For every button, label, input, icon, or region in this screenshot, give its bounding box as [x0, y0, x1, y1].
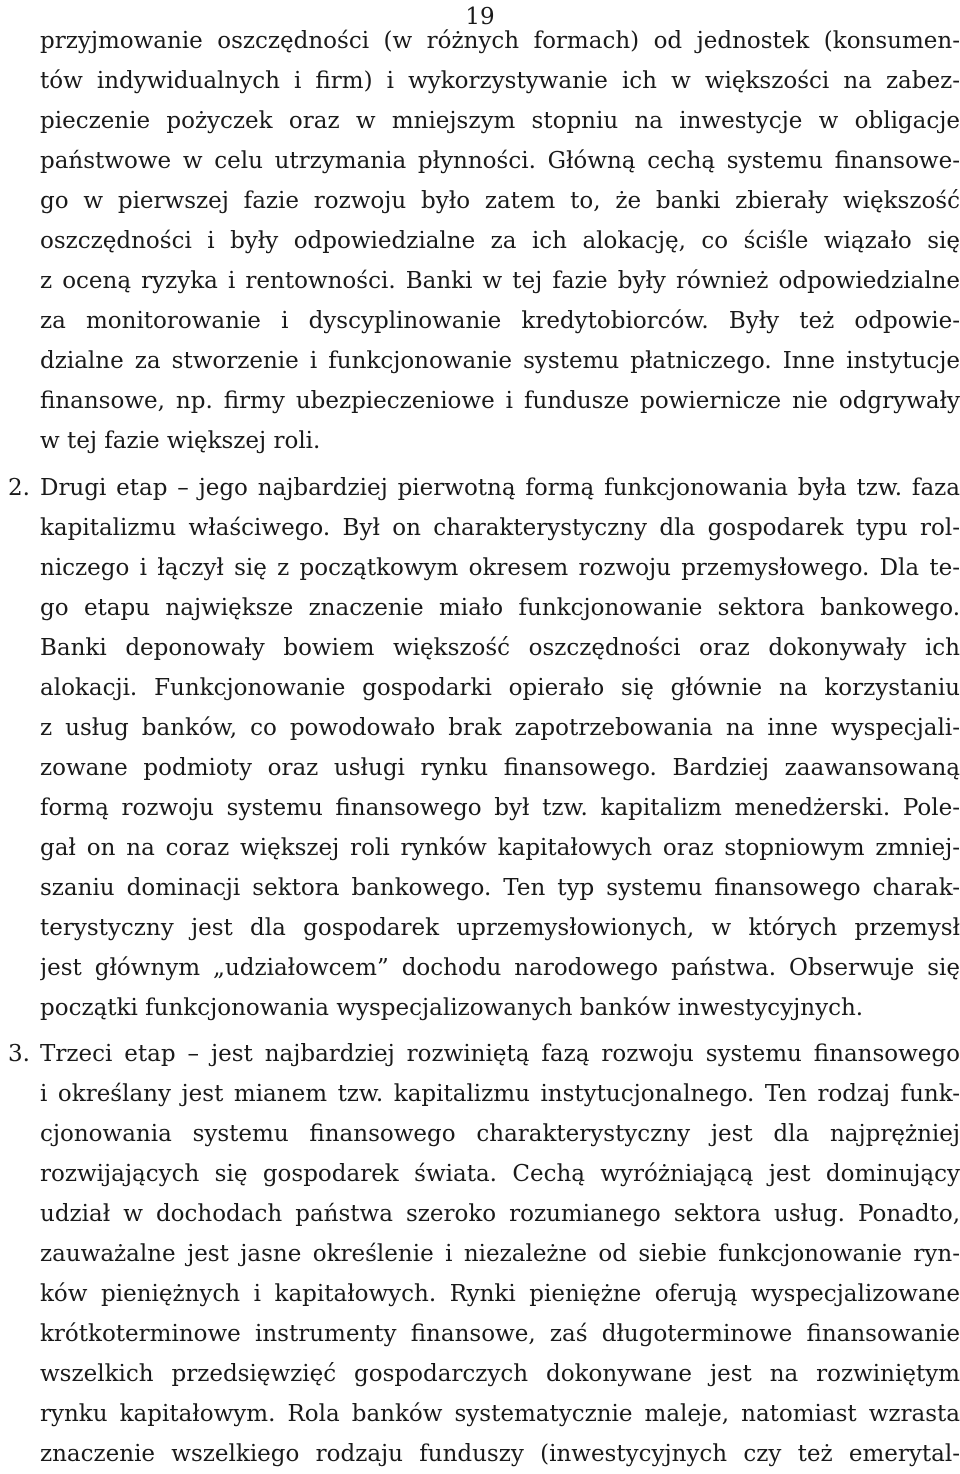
text-line: kapitalizmu właściwego. Był on charakterystyczny dla gospodarek typu rol-	[40, 515, 960, 541]
text-line: tów indywidualnych i firm) i wykorzystywanie ich w większości na zabez-	[40, 68, 960, 94]
text-line: formą rozwoju systemu finansowego był tzw. kapitalizm menedżerski. Pole-	[40, 795, 960, 821]
text-line: rozwijających się gospodarek świata. Cechą wyróżniającą jest dominujący	[40, 1161, 960, 1187]
page-number: 19	[465, 4, 495, 30]
text-line: Banki deponowały bowiem większość oszczędności oraz dokonywały ich	[40, 635, 960, 661]
text-line: rynku kapitałowym. Rola banków systematycznie maleje, natomiast wzrasta	[40, 1401, 960, 1427]
text-line: go etapu największe znaczenie miało funkcjonowanie sektora bankowego.	[40, 595, 960, 621]
text-line: oszczędności i były odpowiedzialne za ich alokację, co ściśle wiązało się	[40, 228, 960, 254]
list-item-number: 3.	[8, 1041, 30, 1067]
text-line: terystyczny jest dla gospodarek uprzemysłowionych, w których przemysł	[40, 915, 960, 941]
list-item-number: 2.	[8, 475, 30, 501]
list-item-text	[40, 468, 960, 1028]
intro-paragraph	[40, 21, 960, 461]
text-line: szaniu dominacji sektora bankowego. Ten typ systemu finansowego charak-	[40, 875, 960, 901]
text-line: przyjmowanie oszczędności (w różnych formach) od jednostek (konsumen-	[40, 28, 960, 54]
text-line: zowane podmioty oraz usługi rynku finansowego. Bardziej zaawansowaną	[40, 755, 960, 781]
text-line: z usług banków, co powodowało brak zapotrzebowania na inne wyspecjali-	[40, 715, 960, 741]
text-line: państwowe w celu utrzymania płynności. Główną cechą systemu finansowe-	[40, 148, 960, 174]
text-line: znaczenie wszelkiego rodzaju funduszy (inwestycyjnych czy też emerytal-	[40, 1441, 960, 1467]
text-line: jest głównym „udziałowcem” dochodu narodowego państwa. Obserwuje się	[40, 955, 960, 981]
text-line: zauważalne jest jasne określenie i niezależne od siebie funkcjonowanie ryn-	[40, 1241, 960, 1267]
text-line: za monitorowanie i dyscyplinowanie kredytobiorców. Były też odpowie-	[40, 308, 960, 334]
text-line: gał on na coraz większej roli rynków kapitałowych oraz stopniowym zmniej-	[40, 835, 960, 861]
text-line: początki funkcjonowania wyspecjalizowanych banków inwestycyjnych.	[40, 995, 864, 1021]
text-line: z oceną ryzyka i rentowności. Banki w tej fazie były również odpowiedzialne	[40, 268, 960, 294]
text-line: ków pieniężnych i kapitałowych. Rynki pieniężne oferują wyspecjalizowane	[40, 1281, 960, 1307]
text-line: krótkoterminowe instrumenty finansowe, zaś długoterminowe finansowanie	[40, 1321, 960, 1347]
text-line: Trzeci etap – jest najbardziej rozwiniętą fazą rozwoju systemu finansowego	[40, 1041, 960, 1067]
text-line: go w pierwszej fazie rozwoju było zatem to, że banki zbierały większość	[40, 188, 960, 214]
text-line: i określany jest mianem tzw. kapitalizmu instytucjonalnego. Ten rodzaj funk-	[40, 1081, 960, 1107]
text-line: cjonowania systemu finansowego charakterystyczny jest dla najprężniej	[40, 1121, 960, 1147]
text-line: finansowe, np. firmy ubezpieczeniowe i fundusze powiernicze nie odgrywały	[40, 388, 960, 414]
text-line: Drugi etap – jego najbardziej pierwotną formą funkcjonowania była tzw. faza	[40, 475, 960, 501]
text-line: udział w dochodach państwa szeroko rozumianego sektora usług. Ponadto,	[40, 1201, 960, 1227]
text-line: alokacji. Funkcjonowanie gospodarki opierało się głównie na korzystaniu	[40, 675, 960, 701]
text-line: pieczenie pożyczek oraz w mniejszym stopniu na inwestycje w obligacje	[40, 108, 960, 134]
text-line: wszelkich przedsięwzięć gospodarczych dokonywane jest na rozwiniętym	[40, 1361, 960, 1387]
text-line: niczego i łączył się z początkowym okresem rozwoju przemysłowego. Dla te-	[40, 555, 960, 581]
text-line: w tej fazie większej roli.	[40, 428, 321, 454]
list-item-text	[40, 1034, 960, 1474]
text-line: dzialne za stworzenie i funkcjonowanie systemu płatniczego. Inne instytucje	[40, 348, 960, 374]
